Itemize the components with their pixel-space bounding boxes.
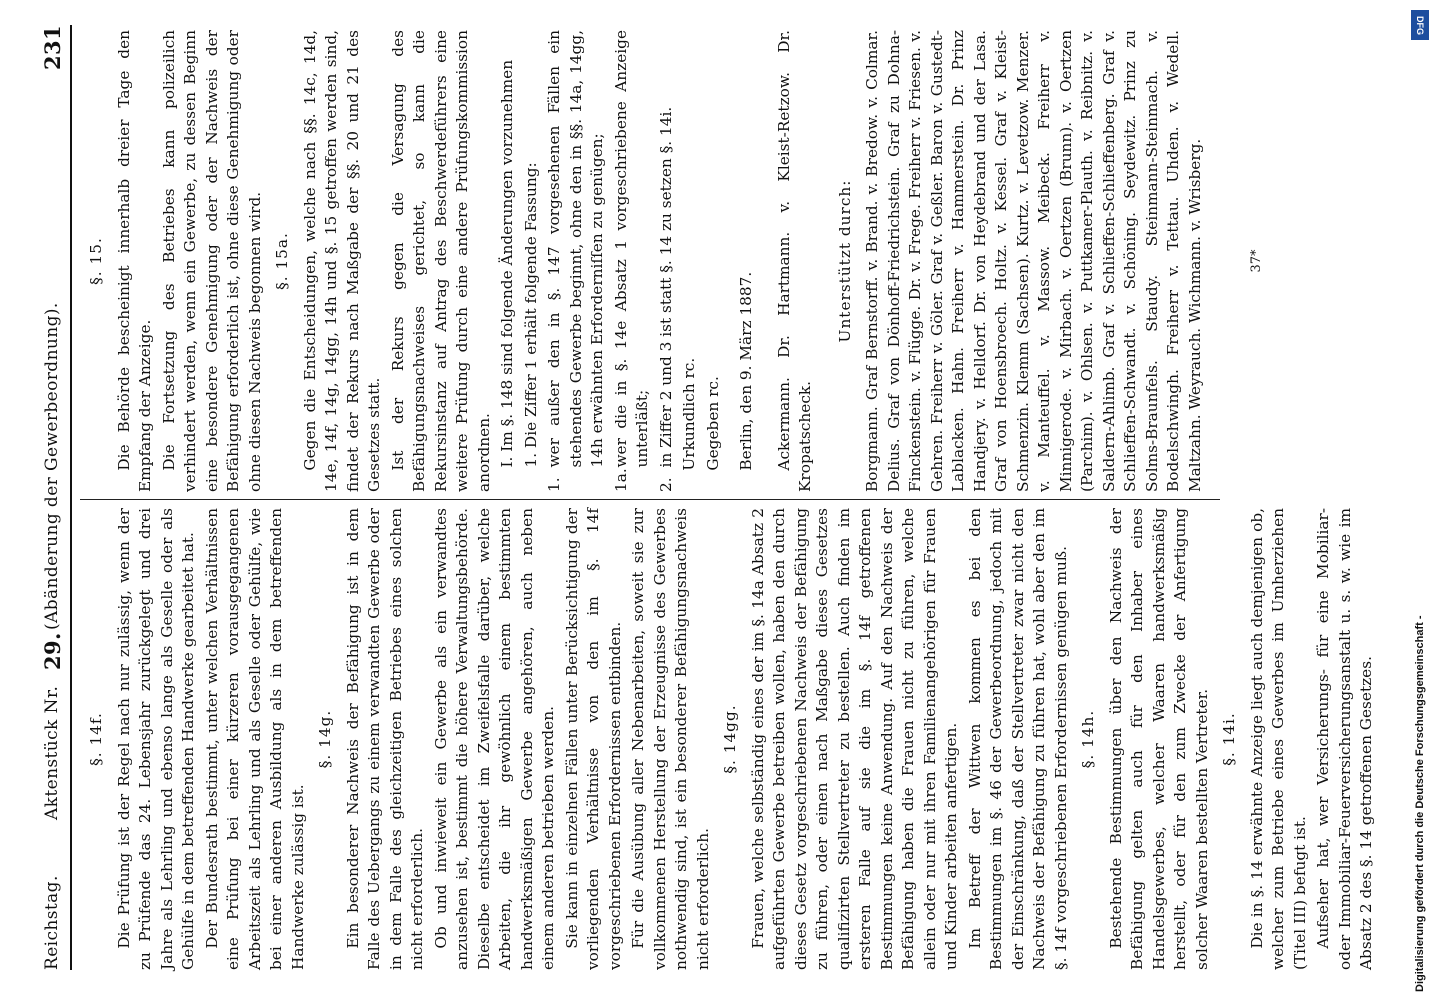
header-left: Reichstag. xyxy=(42,875,62,970)
paragraph: Im Betreff der Wittwen kommen es bei den Bestimmungen im §. 46 der Gewerbeordnung, jedoch mit der Einschränkung, daß der Stellvertreter zwar nicht den Nachweis der Befähigung zu führen hat, wohl aber den im §. 14f vorgeschriebenen Erfordernissen genügen muß. xyxy=(965,508,1070,970)
paragraph: Die Prüfung ist der Regel nach nur zulässig, wenn der zu Prüfende das 24. Lebensjahr zurückgelegt und drei Jahre als Lehrling und ebenso lange als Geselle oder als Gehülfe in dem betreffenden Handwerke gearbeitet hat. xyxy=(114,508,197,970)
section-heading: §. 14f. xyxy=(87,712,105,766)
paragraph: Die in §. 14 erwähnte Anzeige liegt auch demjenigen ob, welcher zum Betriebe eines Gewerbes im Umherziehen (Titel III) befugt ist. xyxy=(1247,508,1309,970)
right-column xyxy=(80,30,1268,492)
page-body xyxy=(40,25,1375,970)
running-header xyxy=(40,25,72,970)
section-heading: §. 14h. xyxy=(1079,709,1097,769)
left-column xyxy=(80,508,1380,970)
paragraph: Ein besonderer Nachweis der Befähigung ist in dem Falle des Uebergangs zu einem verwandten Gewerbe oder in dem Falle des gleichzeitigen Betriebes eines solchen nicht erforderlich. xyxy=(343,508,426,970)
closing-gegeben: Gegeben rc. xyxy=(703,376,722,471)
section-heading: §. 15a. xyxy=(273,232,291,290)
dfg-strip xyxy=(1408,0,1432,1000)
list-item: 1. wer außer den in §. 147 vorgesehenen Fällen ein stehendes Gewerbe beginnt, ohne den in §§. 14a, 14gg, 14h erwähnten Erforderniſſen zu genügen; xyxy=(545,30,606,492)
supported-by-heading: Unterstützt durch: xyxy=(835,179,854,343)
paragraph: Bestehende Bestimmungen über den Nachweis der Befähigung gelten auch für den Inhaber eines Handelsgewerbes, welcher Waaren handwerksmäßig herstellt, oder für den zum Zwecke der Anfertigung solcher Waaren bestellten Vertreter. xyxy=(1106,508,1211,970)
paragraph: Sie kann in einzelnen Fällen unter Berücksichtigung der vorliegenden Verhältnisse von den im §. 14f vorgeschriebenen Erfordernissen entbinden. xyxy=(562,508,624,970)
signature-mark: 37* xyxy=(1249,249,1264,273)
list-item: 2. in Ziffer 2 und 3 ist statt §. 14 zu setzen §. 14i. xyxy=(656,106,675,492)
paragraph: Ist der Rekurs gegen die Versagung des Befähigungsnachweises gerichtet, so kann die Rekursinstanz auf Antrag des Beschwerdeführers eine weitere Prüfung durch eine andere Prüfungskommission anordnen. xyxy=(388,30,493,492)
paragraph: Frauen, welche selbständig eines der im §. 14a Absatz 2 aufgeführten Gewerbe betreiben wollen, haben den durch dieses Gesetz vorgeschriebenen Nachweis der Befähigung zu führen, oder einen nach Maßgabe dieses Gesetzes qualifizirten Stellvertreter zu bestellen. Auch finden im ersteren Falle auf sie die im §. 14f getroffenen Bestimmungen keine Anwendung. Auf den Nachweis der Befähigung haben die Frauen nicht zu führen, welche allein oder nur mit ihren Familienangehörigen für Frauen und Kinder arbeiten anfertigen. xyxy=(748,508,960,970)
list-subheading: 1. Die Ziffer 1 erhält folgende Fassung: xyxy=(521,162,540,468)
header-title: (Abänderung der Gewerbeordnung). xyxy=(42,302,62,630)
dfg-credit: Digitalisierung gefördert durch die Deutsche Forschungsgemeinschaft - xyxy=(1414,615,1426,992)
dfg-logo: DFG xyxy=(1411,10,1429,40)
paragraph: Der Bundesrath bestimmt, unter welchen Verhältnissen eine Prüfung bei einer kürzeren vorausgegangenen Arbeitszeit als Lehrling und als Geselle oder Gehülfe, wie bei einer anderen Ausbildung als in dem betreffenden Handwerke zulässig ist. xyxy=(202,508,307,970)
paragraph: Die Behörde bescheinigt innerhalb dreier Tage den Empfang der Anzeige. xyxy=(114,30,154,492)
amendment-list xyxy=(497,30,677,492)
paragraph: Ob und inwieweit ein Gewerbe als ein verwandtes anzusehen ist, bestimmt die höhere Verwaltungsbehörde. Dieselbe entscheidet im Zweifelsfalle darüber, welche Arbeiten, die ihr gewöhnlich einem bestimmten handwerksmäßigen Gewerbe angehören, auch neben einem anderen betrieben werden. xyxy=(431,508,557,970)
list-item: 1a. wer die in §. 14e Absatz 1 vorgeschriebene Anzeige unterläßt; xyxy=(611,30,651,492)
list-heading: I. Im §. 148 sind folgende Änderungen vorzunehmen xyxy=(498,59,516,468)
header-number: 29. xyxy=(40,632,65,670)
paragraph: Gegen die Entscheidungen, welche nach §§. 14c, 14d, 14e, 14f, 14g, 14gg, 14h und §. 15 getroffen werden sind, findet der Rekurs nach Maßgabe der §§. 20 und 21 des Gesetzes statt. xyxy=(300,30,383,492)
supporters-list: Borgmann. Graf Bernstorff. v. Brand. v. Bredow. v. Colmar. Delius. Graf von Dönhoff-Friedrichstein. Graf zu Dohna-Finckenstein. v. Flügge. Dr. v. Frege. Freiherr v. Friesen. v. Gehren. Freiherr v. Göler. Graf v. Geßler. Baron v. Gustedt-Lablacken. Hahn. Freiherr v. Hammerstein. Dr. Prinz Handjery. v. Helldorf. Dr. von Heydebrand und der Lasa. Graf von Hoensbroech. Holtz. v. Kessel. Graf v. Kleist-Schmenzin. Klemm (Sachsen). Kurtz. v. Levetzow. Menzer. v. Manteuffel. v. Massow. Meibeck. Freiherr v. Minnigerode. v. Mirbach. v. Oertzen (Brunn). v. Oertzen (Parchim). v. Ohlsen. v. Puttkamer-Plauth. v. Reibnitz. v. Saldern-Ahlimb. Graf v. Schlieffen-Schlieffenberg. Graf v. Schlieffen-Schwandt. v. Schöning. Seydewitz. Prinz zu Solms-Braunfels. Staudy. Steinmann-Steinmach. v. Bodelschwingh. Freiherr v. Tettau. Uhden. v. Wedell. Maltzahn. Weyrauch. Wichmann. v. Wrisberg. xyxy=(863,30,1204,492)
section-heading: §. 14g. xyxy=(316,709,334,769)
paragraph: Aufseher hat, wer Versicherungs- für eine Mobiliar- oder Immobiliar-Feuerversicherungsanstalt u. s. w. wie im Absatz 2 des §. 14 getroffenen Gesetzes. xyxy=(1314,508,1375,970)
closing-urkundlich: Urkundlich rc. xyxy=(680,357,698,471)
signers: Ackermann. Dr. Hartmann. v. Kleist-Retzow. Dr. Kropatscheck. xyxy=(774,30,814,492)
section-heading: §. 14i. xyxy=(1220,712,1238,766)
date-line: Berlin, den 9. März 1887. xyxy=(737,271,755,471)
section-heading: §. 15. xyxy=(87,237,105,285)
paragraph: Für die Ausübung aller Nebenarbeiten, soweit sie zur vollkommenen Herstellung der Erzeugnisse des Gewerbes nothwendig sind, ist ein besonderer Befähigungsnachweis nicht erforderlich. xyxy=(629,508,712,970)
section-heading: §. 14gg. xyxy=(721,704,739,774)
paragraph: Die Fortsetzung des Betriebes kann polizeilich verhindert werden, wenn ein Gewerbe, zu dessen Beginn eine besondere Genehmigung oder der Nachweis der Befähigung erforderlich ist, ohne diese Genehmigung oder ohne diesen Nachweis begonnen wird. xyxy=(159,30,264,492)
column-divider xyxy=(80,499,1220,500)
header-aktenstueck: Aktenstück Nr. xyxy=(42,685,62,820)
page-number: 231 xyxy=(40,25,65,71)
